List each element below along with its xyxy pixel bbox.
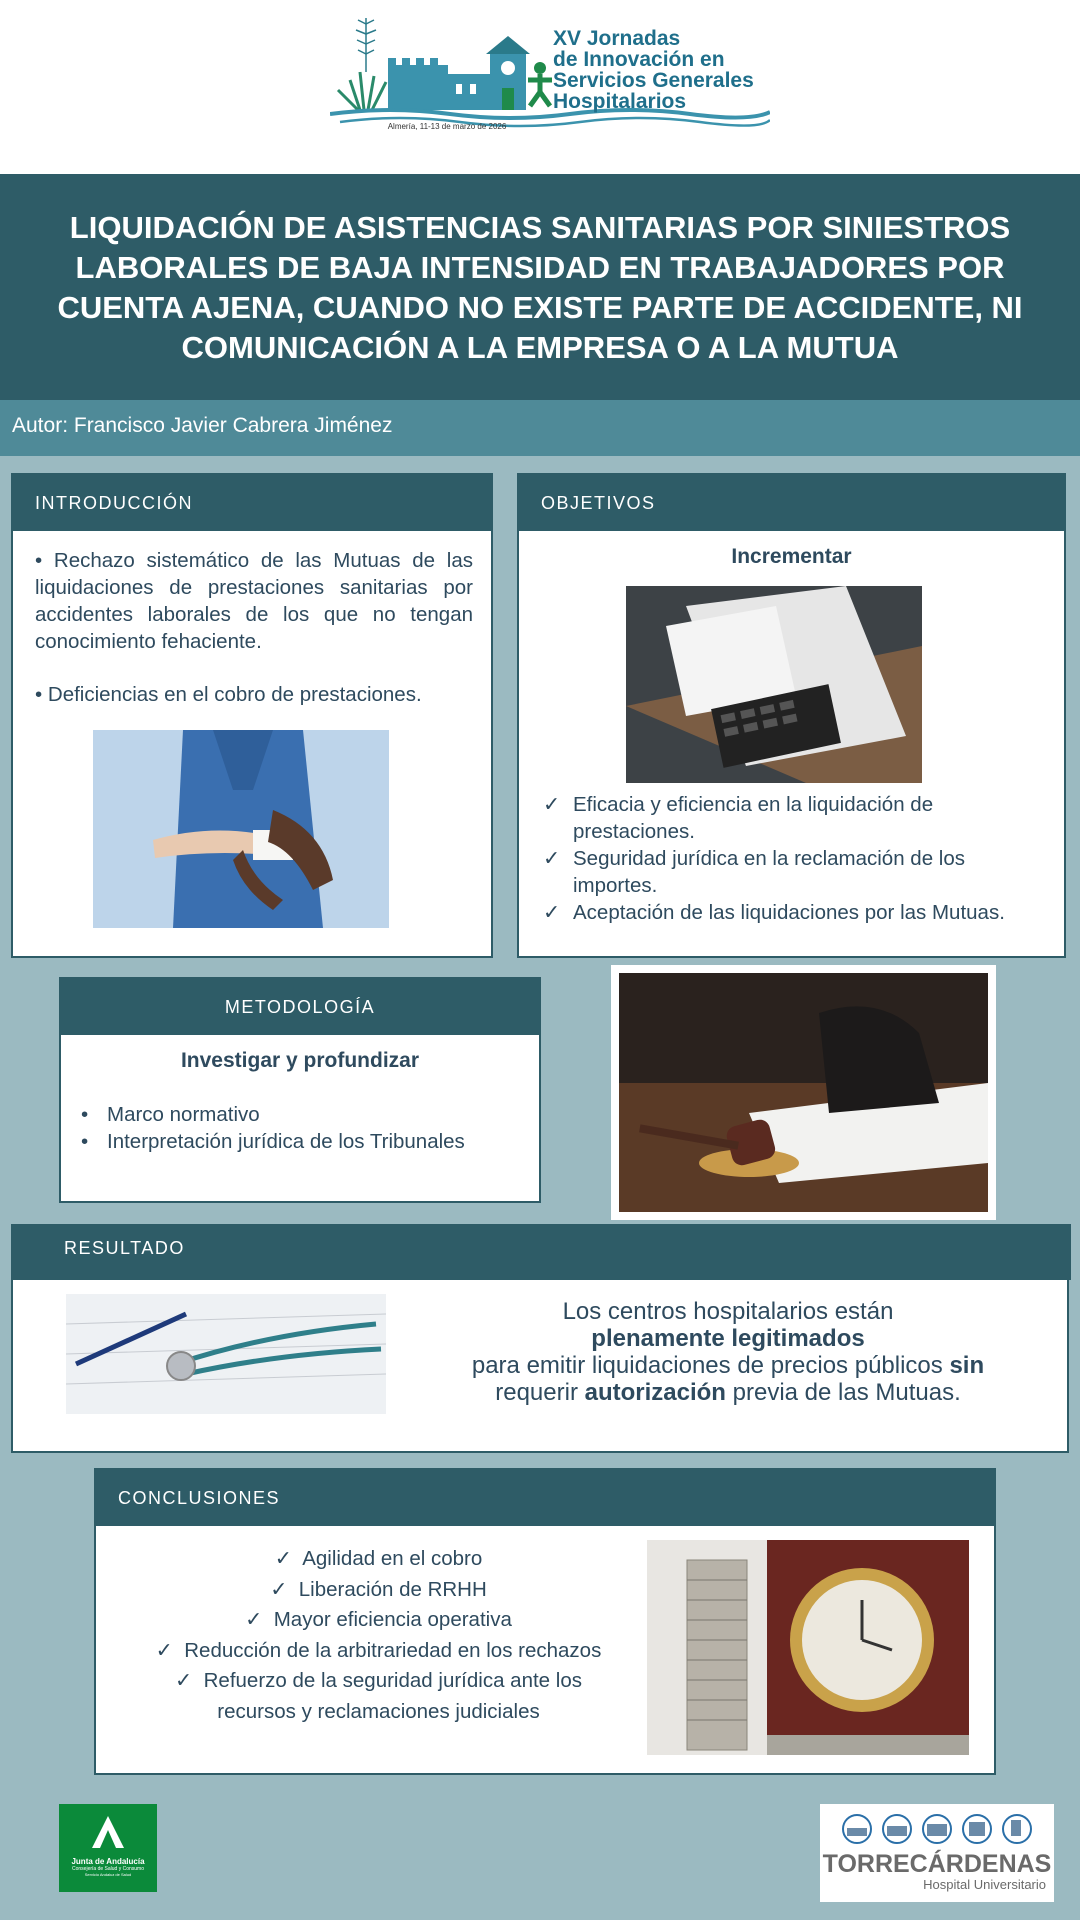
list-item	[81, 1101, 521, 1128]
introduccion-paragraph-2	[35, 681, 473, 708]
resultado-line-2: plenamente legitimados	[591, 1325, 865, 1352]
introduccion-paragraph-1	[35, 547, 473, 655]
conference-title	[553, 28, 793, 112]
conclusiones-heading: CONCLUSIONES	[96, 1470, 994, 1526]
resultado-line-4-emphasis: autorización	[584, 1379, 726, 1406]
junta-subtitle-2: Servicio Andaluz de Salud	[84, 1872, 132, 1877]
junta-name: Junta de Andalucía	[71, 1857, 145, 1866]
conference-title-line: XV Jornadas	[553, 27, 681, 50]
metodologia-panel	[59, 977, 541, 1203]
poster-title-line: LIQUIDACIÓN DE ASISTENCIAS SANITARIAS POR SINIESTROS	[69, 210, 1011, 245]
author: Autor: Francisco Javier Cabrera Jiménez	[12, 414, 393, 437]
list-item	[96, 1666, 661, 1697]
list-item	[81, 1128, 521, 1155]
list-item-text: Reducción de la arbitrariedad en los rechazos	[184, 1638, 602, 1662]
metodologia-subheading: Investigar y profundizar	[180, 1049, 420, 1072]
bandaged-wrist-photo	[93, 730, 389, 928]
resultado-heading: RESULTADO	[64, 1238, 185, 1258]
conference-title-line: de Innovación en	[553, 48, 725, 71]
check-icon: ✓	[543, 793, 561, 816]
list-item	[96, 1636, 661, 1667]
coins-clock-photo	[647, 1540, 969, 1755]
resultado-text	[433, 1298, 1023, 1406]
metodologia-list	[81, 1101, 521, 1155]
check-icon: ✓	[543, 901, 561, 924]
metodologia-heading: METODOLOGÍA	[61, 979, 539, 1035]
poster-title	[10, 208, 1070, 368]
objetivos-list	[543, 791, 1053, 926]
check-icon: ✓	[175, 1669, 193, 1692]
list-item-text: Eficacia y eficiencia en la liquidación de prestaciones.	[573, 793, 934, 843]
check-icon: ✓	[245, 1608, 263, 1631]
conference-title-line: Hospitalarios	[553, 90, 687, 113]
objetivos-panel	[517, 473, 1066, 958]
objetivos-heading: OBJETIVOS	[519, 475, 1064, 531]
list-item	[96, 1605, 661, 1636]
conclusiones-panel	[94, 1468, 996, 1775]
hospital-name: TORRECÁRDENAS	[822, 1850, 1052, 1878]
list-item	[543, 791, 1053, 845]
bullet-icon: •	[35, 549, 43, 572]
introduccion-text-1: Rechazo sistemático de las Mutuas de las liquidaciones de prestaciones sanitarias por accidentes laborales de los que no tengan conocimiento fehaciente.	[35, 549, 473, 653]
resultado-line-4-text: requerir	[495, 1379, 585, 1406]
resultado-line-3-emphasis: sin	[949, 1352, 985, 1379]
check-icon: ✓	[274, 1547, 292, 1570]
resultado-panel	[11, 1280, 1069, 1453]
list-item	[96, 1544, 661, 1575]
torrecardenas-logo	[820, 1804, 1054, 1902]
check-icon: ✓	[155, 1638, 173, 1662]
resultado-line-1: Los centros hospitalarios están	[562, 1298, 894, 1325]
introduccion-text-2: Deficiencias en el cobro de prestaciones.	[47, 683, 422, 706]
list-item-text: Agilidad en el cobro	[302, 1547, 483, 1570]
poster-title-line: COMUNICACIÓN A LA EMPRESA O A LA MUTUA	[181, 330, 899, 365]
junta-andalucia-logo	[59, 1804, 157, 1892]
resultado-line-3-text: para emitir liquidaciones de precios públicos	[471, 1352, 950, 1379]
junta-subtitle: Consejería de Salud y Consumo	[72, 1866, 144, 1872]
conference-date: Almería, 11-13 de marzo de 2026	[387, 122, 507, 131]
list-item	[543, 845, 1053, 899]
list-item-text: Marco normativo	[107, 1103, 260, 1126]
stethoscope-photo	[66, 1294, 386, 1414]
resultado-line-4	[433, 1379, 1023, 1406]
list-item-text: Liberación de RRHH	[298, 1577, 487, 1601]
resultado-line-4-tail: previa de las Mutuas.	[725, 1379, 961, 1406]
hospital-buildings-icon	[837, 1812, 1037, 1846]
list-item-text: Seguridad jurídica en la reclamación de los importes.	[573, 847, 966, 897]
introduccion-heading: INTRODUCCIÓN	[13, 475, 491, 531]
list-item-text: Mayor eficiencia operativa	[273, 1608, 512, 1631]
check-icon: ✓	[270, 1577, 288, 1601]
list-item-continuation: recursos y reclamaciones judiciales	[217, 1699, 540, 1723]
objetivos-subheading: Incrementar	[731, 545, 852, 568]
check-icon: ✓	[543, 847, 561, 870]
poster-title-line: LABORALES DE BAJA INTENSIDAD EN TRABAJADORES POR	[75, 250, 1005, 285]
list-item-text: Aceptación de las liquidaciones por las Mutuas.	[573, 901, 1005, 924]
list-item-text: Interpretación jurídica de los Tribunales	[107, 1130, 465, 1153]
bullet-icon: •	[81, 1103, 89, 1126]
conference-title-line: Servicios Generales	[553, 69, 754, 92]
conclusiones-list	[96, 1544, 661, 1727]
resultado-line-3	[433, 1352, 1023, 1379]
introduccion-panel	[11, 473, 493, 958]
hospital-subtitle: Hospital Universitario	[923, 1877, 1046, 1892]
bullet-icon: •	[81, 1130, 89, 1153]
calculator-documents-photo	[626, 586, 922, 783]
gavel-photo	[611, 965, 996, 1220]
poster-title-line: CUENTA AJENA, CUANDO NO EXISTE PARTE DE ACCIDENTE, NI	[57, 290, 1023, 325]
list-item-text: Refuerzo de la seguridad jurídica ante los	[203, 1669, 582, 1692]
junta-a-icon	[88, 1814, 128, 1850]
bullet-icon: •	[35, 683, 43, 706]
list-item	[96, 1575, 661, 1606]
list-item	[543, 899, 1053, 926]
